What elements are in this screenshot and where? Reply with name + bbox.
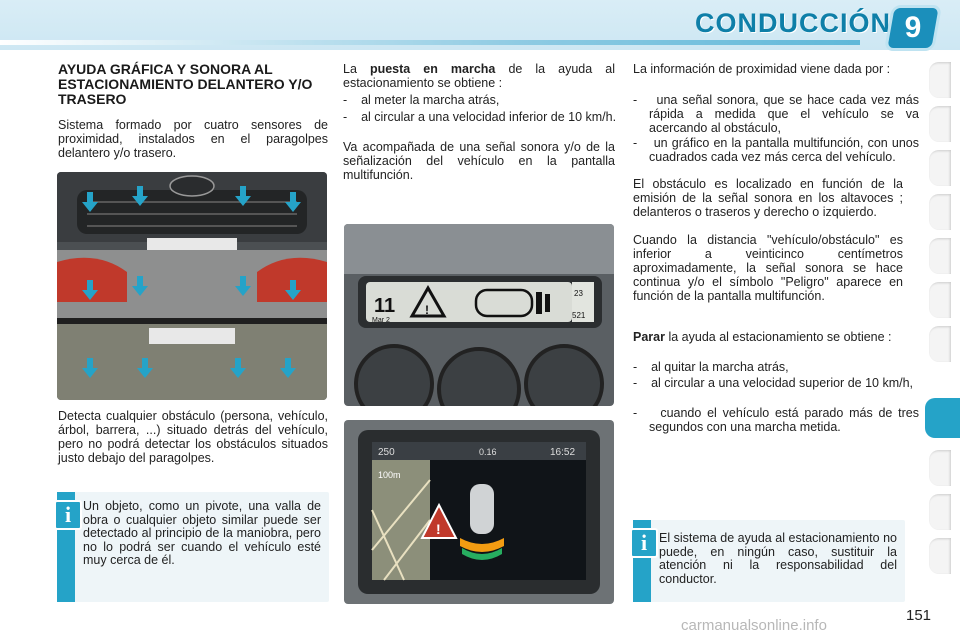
list-item: - un gráfico en la pantalla multifunción, con unos cuadrados cada vez más cerca del vehículo.	[633, 136, 919, 164]
side-tab[interactable]	[929, 150, 951, 186]
side-tab[interactable]	[929, 450, 951, 486]
startup-lead: La	[343, 62, 357, 76]
side-tab[interactable]	[929, 326, 951, 362]
svg-text:0.16: 0.16	[479, 447, 497, 457]
stop-paragraph	[633, 330, 903, 344]
stop-bold: Parar	[633, 330, 665, 344]
dashboard-illustration	[344, 224, 614, 406]
display-date: Mar 2	[372, 317, 390, 324]
dashboard-display-photo	[344, 224, 614, 406]
info-text-right: El sistema de ayuda al estacionamiento no puede, en ningún caso, sustituir la atención ni la responsabilidad del conductor.	[659, 531, 897, 586]
svg-text:23: 23	[574, 289, 583, 298]
page-header	[0, 0, 960, 50]
chapter-number: 9	[904, 11, 922, 44]
svg-text:16:52: 16:52	[550, 447, 576, 458]
list-item: - al circular a una velocidad inferior de 10 km/h.	[343, 110, 617, 124]
bumper-illustration	[57, 172, 327, 400]
side-chapter-tabs	[925, 62, 960, 577]
side-tab[interactable]	[929, 238, 951, 274]
page-number: 151	[906, 607, 932, 624]
list-item: - al meter la marcha atrás,	[343, 93, 500, 107]
svg-text:250: 250	[378, 447, 395, 458]
stop-rest: la ayuda al estacionamiento se obtiene :	[668, 330, 892, 344]
list-item: - al circular a una velocidad superior de 10 km/h,	[633, 376, 914, 390]
detect-paragraph: Detecta cualquier obstáculo (persona, vehículo, árbol, barrera, ...) situado detrás del vehículo, pero no podrá detectar los obstáculos situados justo debajo del paragolpes.	[58, 409, 328, 465]
location-paragraph: El obstáculo es localizado en función de la emisión de la señal sonora en los altavoces ; delanteros o traseros y derecho o izquierdo.	[633, 177, 903, 219]
header-stripe	[0, 40, 860, 45]
svg-text:100m: 100m	[378, 470, 401, 480]
svg-text:!: !	[436, 521, 441, 537]
watermark: carmanualsonline.info	[681, 617, 827, 634]
chapter-title: CONDUCCIÓN	[695, 8, 891, 38]
chapter-badge	[887, 8, 938, 48]
info-box-left	[57, 492, 329, 602]
side-tab[interactable]	[929, 282, 951, 318]
list-item: - al quitar la marcha atrás,	[633, 360, 789, 374]
car-top-icon	[470, 484, 494, 534]
side-tab[interactable]	[929, 494, 951, 530]
side-tab[interactable]	[929, 538, 951, 574]
list-item: - cuando el vehículo está parado más de tres segundos con una marcha metida.	[633, 406, 920, 434]
svg-text:!: !	[425, 303, 429, 317]
multifunction-screen-photo	[344, 420, 614, 604]
bumper-sensors-photo	[57, 172, 327, 400]
info-icon: i	[54, 500, 82, 530]
side-tab-active[interactable]	[925, 398, 960, 438]
display-number: 11	[374, 295, 396, 317]
screen-illustration	[344, 420, 614, 604]
distance-paragraph: Cuando la distancia "vehículo/obstáculo" es inferior a veinticinco centímetros aproximadamente, la señal sonora se hace continua y/o el símbolo "Peligro" aparece en función de la pantalla multifunción.	[633, 233, 903, 303]
side-tab[interactable]	[929, 106, 951, 142]
section-heading: AYUDA GRÁFICA Y SONORA AL ESTACIONAMIENTO DELANTERO Y/O TRASERO	[58, 61, 313, 107]
svg-text:521: 521	[572, 311, 586, 320]
info-icon: i	[630, 528, 658, 558]
side-tab[interactable]	[929, 194, 951, 230]
startup-paragraph	[343, 62, 615, 90]
list-item: - una señal sonora, que se hace cada vez más rápida a medida que el vehículo se va acercando al obstáculo,	[633, 93, 919, 135]
signal-paragraph: Va acompañada de una señal sonora y/o de la señalización del vehículo en la pantalla multifunción.	[343, 140, 615, 182]
side-tab[interactable]	[929, 62, 951, 98]
intro-paragraph: Sistema formado por cuatro sensores de proximidad, instalados en el paragolpes delantero y/o trasero.	[58, 118, 328, 160]
proximity-paragraph: La información de proximidad viene dada por :	[633, 62, 891, 76]
startup-bold: puesta en marcha	[369, 62, 496, 76]
startup-rest: de la ayuda al estacionamiento se obtiene :	[343, 62, 615, 90]
info-text-left: Un objeto, como un pivote, una valla de obra o cualquier objeto similar puede ser detectado al principio de la maniobra, pero no lo podrá ser cuando el vehículo esté muy cerca de él.	[83, 499, 321, 567]
info-box-right	[633, 520, 905, 602]
